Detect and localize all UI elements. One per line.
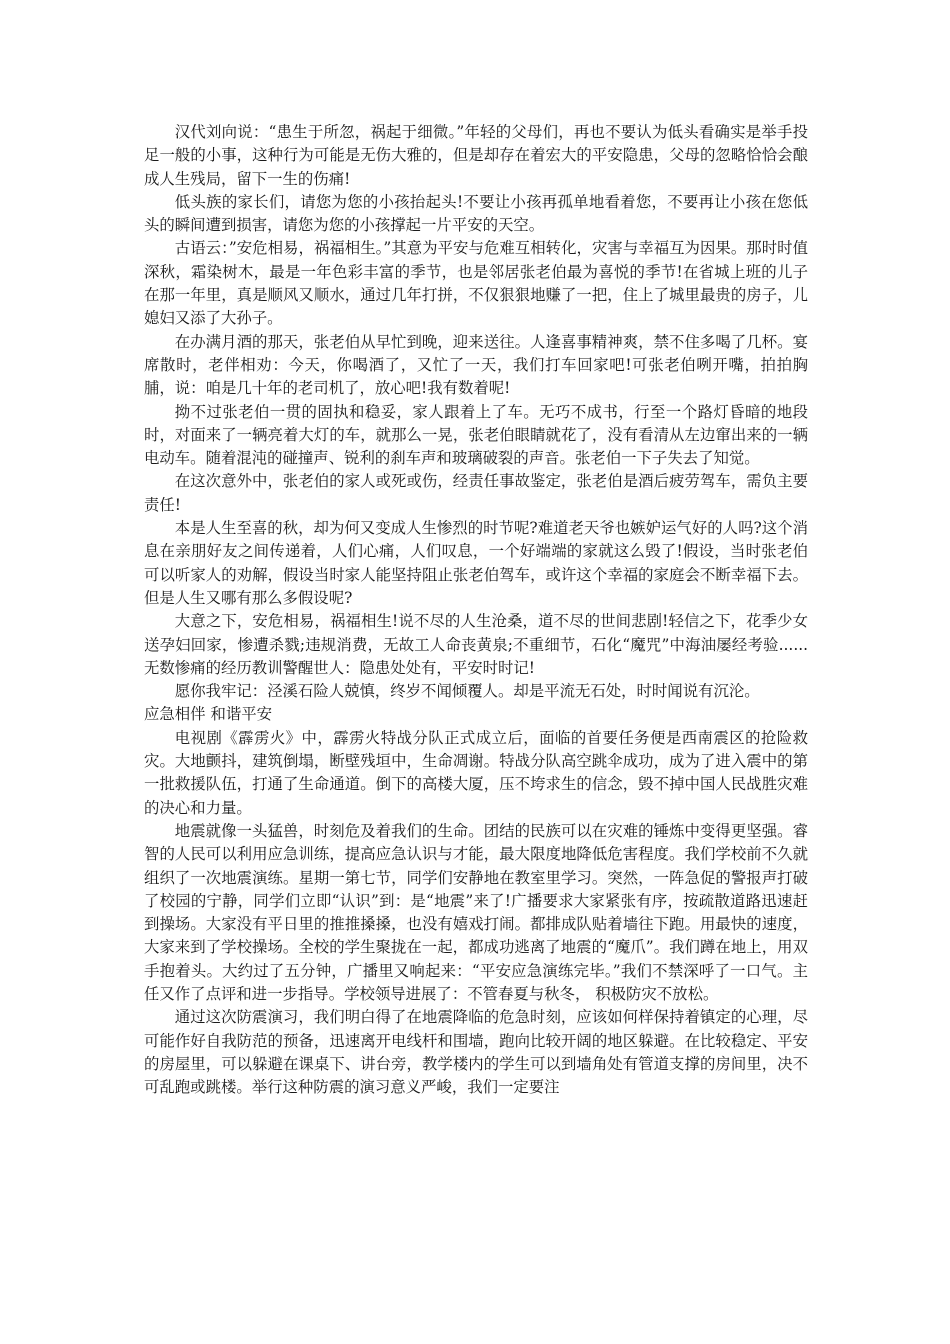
paragraph: 地震就像一头猛兽，时刻危及着我们的生命。团结的民族可以在灾难的锤炼中变得更坚强。睿智的人民可以利用应急训练，提高应急认识与才能，最大限度地降低危害程度。我们学校前不久就组织了一次地震演练。星期一第七节，同学们安静地在教室里学习。突然，一阵急促的警报声打破了校园的宁静，同学们立即“认识”到：是“地震”来了!广播要求大家紧张有序，按疏散道路迅速赶到操场。大家没有平日里的推推搡搡，也没有嬉戏打闹。都排成队贴着墙往下跑。用最快的速度，大家来到了学校操场。全校的学生聚拢在一起，都成功逃离了地震的“魔爪”。我们蹲在地上，用双手抱着头。大约过了五分钟，广播里又响起来：“平安应急演练完毕。”我们不禁深呼了一口气。主任又作了点评和进一步指导。学校领导进展了：不管春夏与秋冬， 积极防灾不放松。 [144, 821, 808, 1003]
paragraph: 拗不过张老伯一贯的固执和稳妥，家人跟着上了车。无巧不成书，行至一个路灯昏暗的地段时，对面来了一辆亮着大灯的车，就那么一晃，张老伯眼睛就花了，没有看清从左边窜出来的一辆电动车。随着混沌的碰撞声、锐利的刹车声和玻璃破裂的声音。张老伯一下子失去了知觉。 [144, 402, 808, 468]
paragraph: 本是人生至喜的秋，却为何又变成人生惨烈的时节呢?难道老天爷也嫉妒运气好的人吗?这个消息在亲朋好友之间传递着，人们心痛，人们叹息，一个好端端的家就这么毁了!假设，当时张老伯可以听家人的劝解，假设当时家人能坚持阻止张老伯驾车，或许这个幸福的家庭会不断幸福下去。但是人生又哪有那么多假设呢? [144, 519, 808, 607]
paragraph: 愿你我牢记：泾溪石险人兢慎，终岁不闻倾覆人。却是平流无石处，时时闻说有沉沦。 [174, 682, 760, 701]
paragraph: 在这次意外中，张老伯的家人或死或伤，经责任事故鉴定，张老伯是酒后疲劳驾车，需负主要责任! [144, 472, 808, 514]
paragraph: 大意之下，安危相易，祸福相生!说不尽的人生沧桑，道不尽的世间悲剧!轻信之下，花季少女送孕妇回家，惨遭杀戮;违规消费，无故工人命丧黄泉;不重细节，石化“魔咒”中海油屡经考验......无数惨痛的经历教训警醒世人：隐患处处有，平安时时记! [144, 612, 808, 677]
document-body [144, 121, 808, 1099]
paragraph: 汉代刘向说：“患生于所忽，祸起于细微。”年轻的父母们，再也不要认为低头看确实是举手投足一般的小事，这种行为可能是无伤大雅的，但是却存在着宏大的平安隐患，父母的忽略恰恰会酿成人生残局，留下一生的伤痛! [144, 123, 808, 188]
section-title: 应急相伴 和谐平安 [144, 705, 273, 724]
paragraph: 古语云：”安危相易，祸福相生。”其意为平安与危难互相转化，灾害与幸福互为因果。那时时值深秋，霜染树木，最是一年色彩丰富的季节，也是邻居张老伯最为喜悦的季节!在省城上班的儿子在那一年里，真是顺风又顺水，通过几年打拼，不仅狠狠地赚了一把，住上了城里最贵的房子，儿媳妇又添了大孙子。 [144, 239, 808, 328]
paragraph: 低头族的家长们，请您为您的小孩抬起头!不要让小孩再孤单地看着您，不要再让小孩在您低头的瞬间遭到损害，请您为您的小孩撑起一片平安的天空。 [144, 192, 808, 235]
paragraph: 电视剧《霹雳火》中，霹雳火特战分队正式成立后，面临的首要任务便是西南震区的抢险救灾。大地颤抖，建筑倒塌，断壁残垣中，生命凋谢。特战分队高空跳伞成功，成为了进入震中的第一批救援队伍，打通了生命通道。倒下的高楼大厦，压不垮求生的信念，毁不掉中国人民战胜灾难的决心和力量。 [144, 728, 808, 817]
paragraph: 在办满月酒的那天，张老伯从早忙到晚，迎来送往。人逢喜事精神爽，禁不住多喝了几杯。宴席散时，老伴相劝：今天，你喝酒了，又忙了一天，我们打车回家吧!可张老伯咧开嘴，拍拍胸脯，说：咱是几十年的老司机了，放心吧!我有数着呢! [144, 332, 808, 398]
paragraph: 通过这次防震演习，我们明白得了在地震降临的危急时刻，应该如何样保持着镇定的心理，尽可能作好自我防范的预备，迅速离开电线杆和围墙，跑向比较开阔的地区躲避。在比较稳定、平安的房屋里，可以躲避在课桌下、讲台旁，教学楼内的学生可以到墙角处有管道支撑的房间里，决不可乱跑或跳楼。举行这种防震的演习意义严峻，我们一定要注 [144, 1008, 808, 1097]
